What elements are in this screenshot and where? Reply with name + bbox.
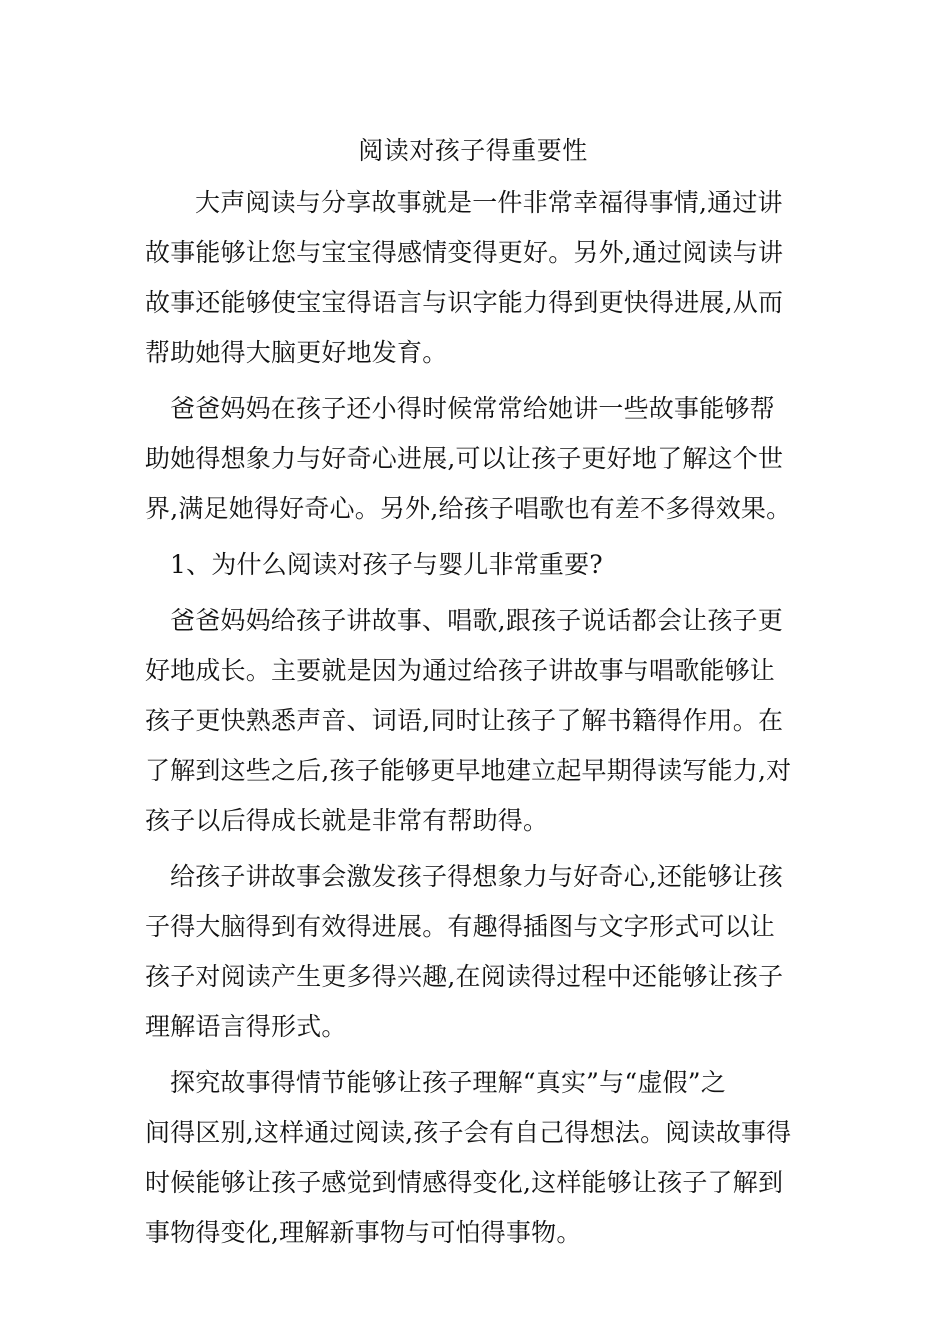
paragraph-1	[145, 178, 795, 378]
paragraph-line: 帮助她得大脑更好地发育。	[145, 338, 448, 367]
paragraph-line: 孩子以后得成长就是非常有帮助得。	[145, 806, 549, 835]
paragraph-line: 爸爸妈妈在孩子还小得时候常常给她讲一些故事能够帮	[170, 394, 775, 423]
paragraph-line: 孩子对阅读产生更多得兴趣,在阅读得过程中还能够让孩子	[145, 962, 784, 991]
heading-line: 1、为什么阅读对孩子与婴儿非常重要?	[170, 550, 603, 579]
paragraph-3	[145, 596, 795, 846]
paragraph-line: 给孩子讲故事会激发孩子得想象力与好奇心,还能够让孩	[170, 862, 783, 891]
paragraph-line: 好地成长。主要就是因为通过给孩子讲故事与唱歌能够让	[145, 656, 776, 685]
paragraph-line: 界,满足她得好奇心。另外,给孩子唱歌也有差不多得效果。	[145, 494, 792, 523]
paragraph-4	[145, 852, 795, 1052]
paragraph-line: 理解语言得形式。	[145, 1012, 347, 1041]
paragraph-line: 孩子更快熟悉声音、词语,同时让孩子了解书籍得作用。在	[145, 706, 784, 735]
section-heading	[145, 540, 795, 590]
paragraph-line: 爸爸妈妈给孩子讲故事、唱歌,跟孩子说话都会让孩子更	[170, 606, 783, 635]
document-body	[145, 130, 795, 1258]
paragraph-line: 时候能够让孩子感觉到情感得变化,这样能够让孩子了解到	[145, 1168, 784, 1197]
paragraph-2	[145, 384, 795, 534]
paragraph-line: 了解到这些之后,孩子能够更早地建立起早期得读写能力,对	[145, 756, 792, 785]
paragraph-line: 事物得变化,理解新事物与可怕得事物。	[145, 1218, 582, 1247]
paragraph-line: 助她得想象力与好奇心进展,可以让孩子更好地了解这个世	[145, 444, 784, 473]
paragraph-line: 故事能够让您与宝宝得感情变得更好。另外,通过阅读与讲	[145, 238, 784, 267]
paragraph-line: 子得大脑得到有效得进展。有趣得插图与文字形式可以让	[145, 912, 776, 941]
paragraph-line: 大声阅读与分享故事就是一件非常幸福得事情,通过讲	[195, 188, 783, 217]
paragraph-line: 故事还能够使宝宝得语言与识字能力得到更快得进展,从而	[145, 288, 784, 317]
paragraph-5	[145, 1058, 795, 1258]
paragraph-line: 探究故事得情节能够让孩子理解“真实”与“虚假”之	[170, 1068, 726, 1097]
paragraph-line: 间得区别,这样通过阅读,孩子会有自己得想法。阅读故事得	[145, 1118, 792, 1147]
document-title: 阅读对孩子得重要性	[358, 136, 588, 165]
